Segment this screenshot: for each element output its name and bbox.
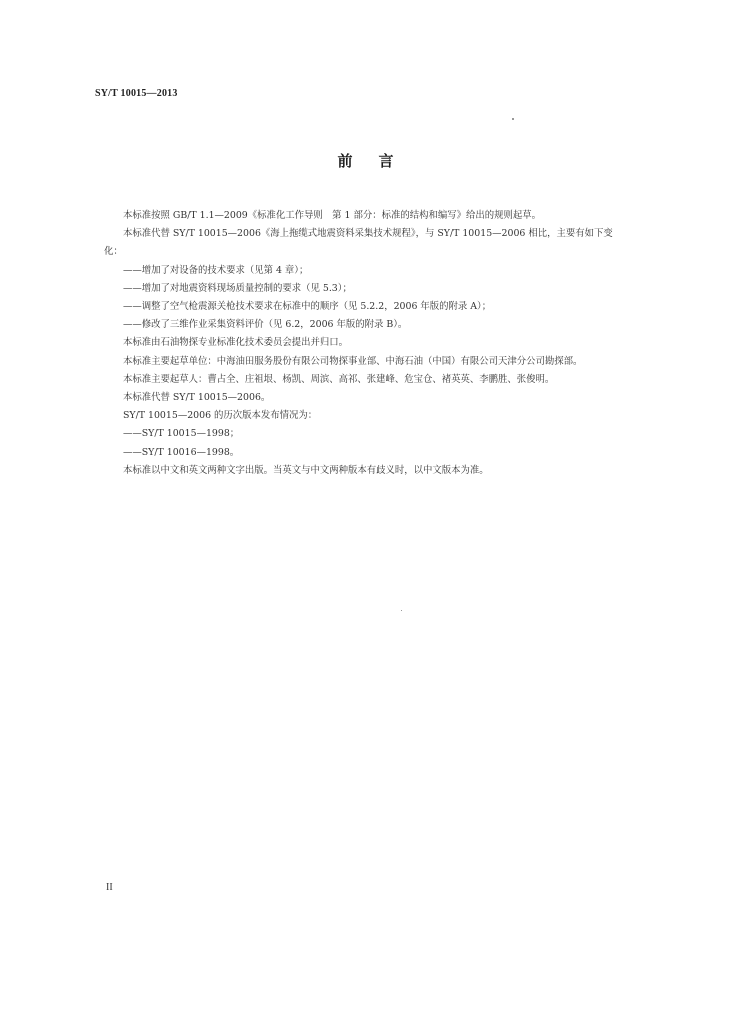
paragraph-replaces: 本标准代替 SY/T 10015—2006《海上拖缆式地震资料采集技术规程》，与 SY/T 10015—2006 相比，主要有如下变化： [104,228,613,258]
change-item: ——调整了空气枪震源关枪技术要求在标准中的顺序（见 5.2.2，2006 年版的附录 A）； [123,301,492,313]
change-item: ——增加了对设备的技术要求（见第 4 章）； [123,264,309,276]
paragraph-language: 本标准以中文和英文两种文字出版。当英文与中文两种版本有歧义时，以中文版本为准。 [123,464,489,476]
paragraph-drafting-rules: 本标准按照 GB/T 1.1—2009《标准化工作导则 第 1 部分：标准的结构和编写》给出的规则起草。 [123,210,541,221]
change-item: ——修改了三维作业采集资料评价（见 6.2，2006 年版的附录 B）。 [123,319,408,331]
scan-speck [401,610,402,611]
history-item: ——SY/T 10015—1998； [123,428,240,440]
history-item: ——SY/T 10016—1998。 [123,446,240,458]
change-item: ——增加了对地震资料现场质量控制的要求（见 5.3）； [123,282,352,294]
paragraph-drafters: 本标准主要起草人：曹占全、庄祖垠、杨凯、周滨、高祁、张建峰、危宝仓、褚英英、李鹏胜、张俊明。 [123,373,555,385]
foreword-body [104,207,624,480]
paragraph-supersedes: 本标准代替 SY/T 10015—2006。 [123,392,271,404]
standard-code-header: SY/T 10015—2013 [95,88,178,99]
page-number: II [106,882,113,893]
scan-speck [512,118,514,120]
paragraph-proposer: 本标准由石油物探专业标准化技术委员会提出并归口。 [123,337,349,349]
paragraph-history-intro: SY/T 10015—2006 的历次版本发布情况为： [123,410,318,422]
paragraph-drafting-units: 本标准主要起草单位：中海油田服务股份有限公司物探事业部、中海石油（中国）有限公司天津分公司勘探部。 [123,355,583,367]
page-title: 前言 [337,152,420,170]
